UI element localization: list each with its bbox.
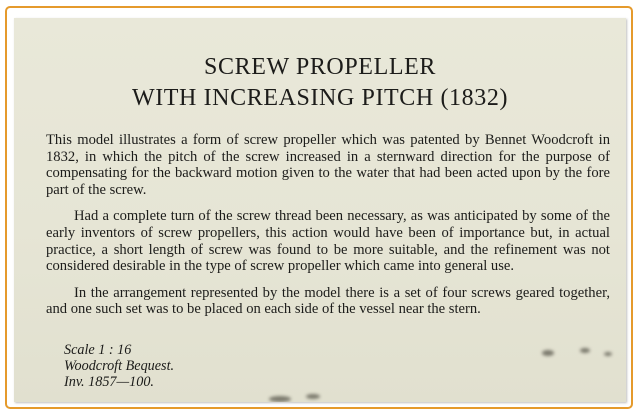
placard-title-line-2: WITH INCREASING PITCH (1832) (131, 85, 509, 111)
smudge-mark (580, 348, 590, 353)
placard-title-line-1: SCREW PROPELLER (204, 54, 436, 80)
smudge-mark (542, 350, 554, 356)
paragraph-2: Had a complete turn of the screw thread been necessary, as was anticipated by some of the early inventors of screw propellers, this action would have been of importance but, in actual practice, a short length of screw was found to be more suitable, and the refinement was not considered desirable in the type of screw propeller which came into general use. (46, 208, 610, 275)
placard-caption (64, 342, 174, 390)
smudge-mark (269, 396, 291, 402)
paragraph-1: This model illustrates a form of screw propeller which was patented by Bennet Woodcroft in 1832, in which the pitch of the screw increased in a sternward direction for the purpose of compensating for the backward motion given to the water that had been acted upon by the fore part of the screw. (46, 132, 610, 198)
placard-body (46, 132, 610, 328)
paragraph-3: In the arrangement represented by the model there is a set of four screws geared together, and one such set was to be placed on each side of the vessel near the stern. (46, 284, 610, 318)
photo-frame (5, 6, 633, 409)
smudge-mark (306, 394, 320, 399)
scale-label: Scale 1 : 16 (64, 342, 132, 358)
smudge-mark (604, 352, 612, 356)
museum-placard (14, 18, 626, 402)
inventory-label: Inv. 1857—100. (64, 374, 154, 390)
bequest-label: Woodcroft Bequest. (64, 358, 175, 374)
